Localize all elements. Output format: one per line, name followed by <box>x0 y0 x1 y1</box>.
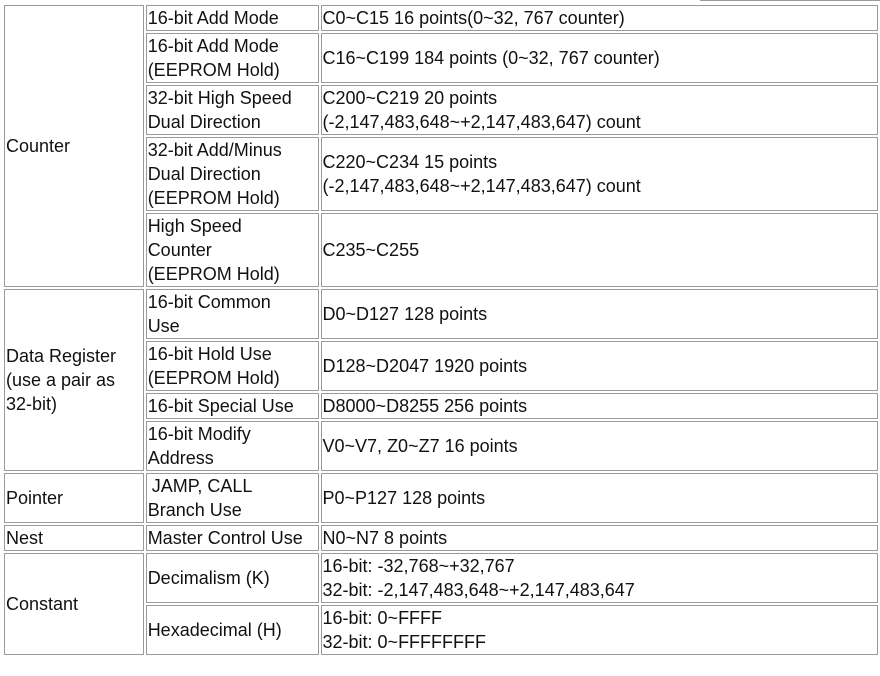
use-cell <box>146 137 319 211</box>
range-cell <box>321 213 878 287</box>
range-cell <box>321 525 878 551</box>
range-line: C16~C199 184 points (0~32, 767 counter) <box>322 48 660 68</box>
category-cell-constant <box>4 553 144 655</box>
range-cell <box>321 33 878 83</box>
use-cell <box>146 421 319 471</box>
range-line: 16-bit: -32,768~+32,767 <box>322 556 515 576</box>
use-cell <box>146 605 319 655</box>
top-border-fragment <box>700 0 880 1</box>
range-cell <box>321 393 878 419</box>
use-line: 16-bit Special Use <box>147 396 294 416</box>
use-line: Dual Direction <box>147 164 261 184</box>
range-line: P0~P127 128 points <box>322 488 486 508</box>
use-line: High Speed <box>147 216 242 236</box>
use-line: 16-bit Modify <box>147 424 251 444</box>
range-line: C200~C219 20 points <box>322 88 498 108</box>
use-line: Branch Use <box>147 500 242 520</box>
use-line: JAMP, CALL <box>151 476 253 496</box>
category-label: Pointer <box>6 488 64 508</box>
range-line: C235~C255 <box>322 240 420 260</box>
range-cell <box>321 553 878 603</box>
use-line: Counter <box>147 240 212 260</box>
use-line: 16-bit Add Mode <box>147 8 279 28</box>
range-cell <box>321 421 878 471</box>
category-label: Counter <box>6 136 71 156</box>
use-cell <box>146 473 319 523</box>
use-cell <box>146 393 319 419</box>
category-label: Constant <box>6 594 79 614</box>
range-line: C0~C15 16 points(0~32, 767 counter) <box>322 8 625 28</box>
category-cell-pointer <box>4 473 144 523</box>
range-line: 32-bit: -2,147,483,648~+2,147,483,647 <box>322 580 635 600</box>
range-cell <box>321 605 878 655</box>
use-line: Master Control Use <box>147 528 303 548</box>
range-cell <box>321 85 878 135</box>
use-cell <box>146 525 319 551</box>
use-line: Use <box>147 316 180 336</box>
category-cell-data-register <box>4 289 144 471</box>
use-cell <box>146 5 319 31</box>
range-cell <box>321 473 878 523</box>
use-line: 16-bit Common <box>147 292 271 312</box>
table-row <box>4 473 878 523</box>
table-row <box>4 5 878 31</box>
use-cell <box>146 289 319 339</box>
category-label: Data Register <box>6 346 117 366</box>
use-line: (EEPROM Hold) <box>147 264 280 284</box>
use-line: Dual Direction <box>147 112 261 132</box>
use-line: Address <box>147 448 214 468</box>
use-cell <box>146 553 319 603</box>
range-line: V0~V7, Z0~Z7 16 points <box>322 436 518 456</box>
use-line: 16-bit Hold Use <box>147 344 272 364</box>
table-row <box>4 553 878 603</box>
range-line: D128~D2047 1920 points <box>322 356 528 376</box>
range-line: 16-bit: 0~FFFF <box>322 608 443 628</box>
use-line: (EEPROM Hold) <box>147 188 280 208</box>
range-line: N0~N7 8 points <box>322 528 448 548</box>
use-cell <box>146 85 319 135</box>
table-row <box>4 289 878 339</box>
range-line: (-2,147,483,648~+2,147,483,647) count <box>322 176 641 196</box>
table-row <box>4 525 878 551</box>
category-label: 32-bit) <box>6 394 58 414</box>
range-line: D8000~D8255 256 points <box>322 396 528 416</box>
use-cell <box>146 213 319 287</box>
use-line: (EEPROM Hold) <box>147 60 280 80</box>
use-line: Decimalism (K) <box>147 568 270 588</box>
range-line: C220~C234 15 points <box>322 152 498 172</box>
use-cell <box>146 33 319 83</box>
range-line: D0~D127 128 points <box>322 304 488 324</box>
range-cell <box>321 289 878 339</box>
use-line: 32-bit High Speed <box>147 88 292 108</box>
use-line: Hexadecimal (H) <box>147 620 282 640</box>
use-line: 32-bit Add/Minus <box>147 140 282 160</box>
device-spec-table <box>2 3 880 657</box>
range-cell <box>321 137 878 211</box>
category-label: Nest <box>6 528 44 548</box>
range-line: (-2,147,483,648~+2,147,483,647) count <box>322 112 641 132</box>
range-cell <box>321 341 878 391</box>
use-cell <box>146 341 319 391</box>
use-line: 16-bit Add Mode <box>147 36 279 56</box>
category-cell-nest <box>4 525 144 551</box>
range-cell <box>321 5 878 31</box>
category-label: (use a pair as <box>6 370 116 390</box>
category-cell-counter <box>4 5 144 287</box>
use-line: (EEPROM Hold) <box>147 368 280 388</box>
range-line: 32-bit: 0~FFFFFFFF <box>322 632 487 652</box>
